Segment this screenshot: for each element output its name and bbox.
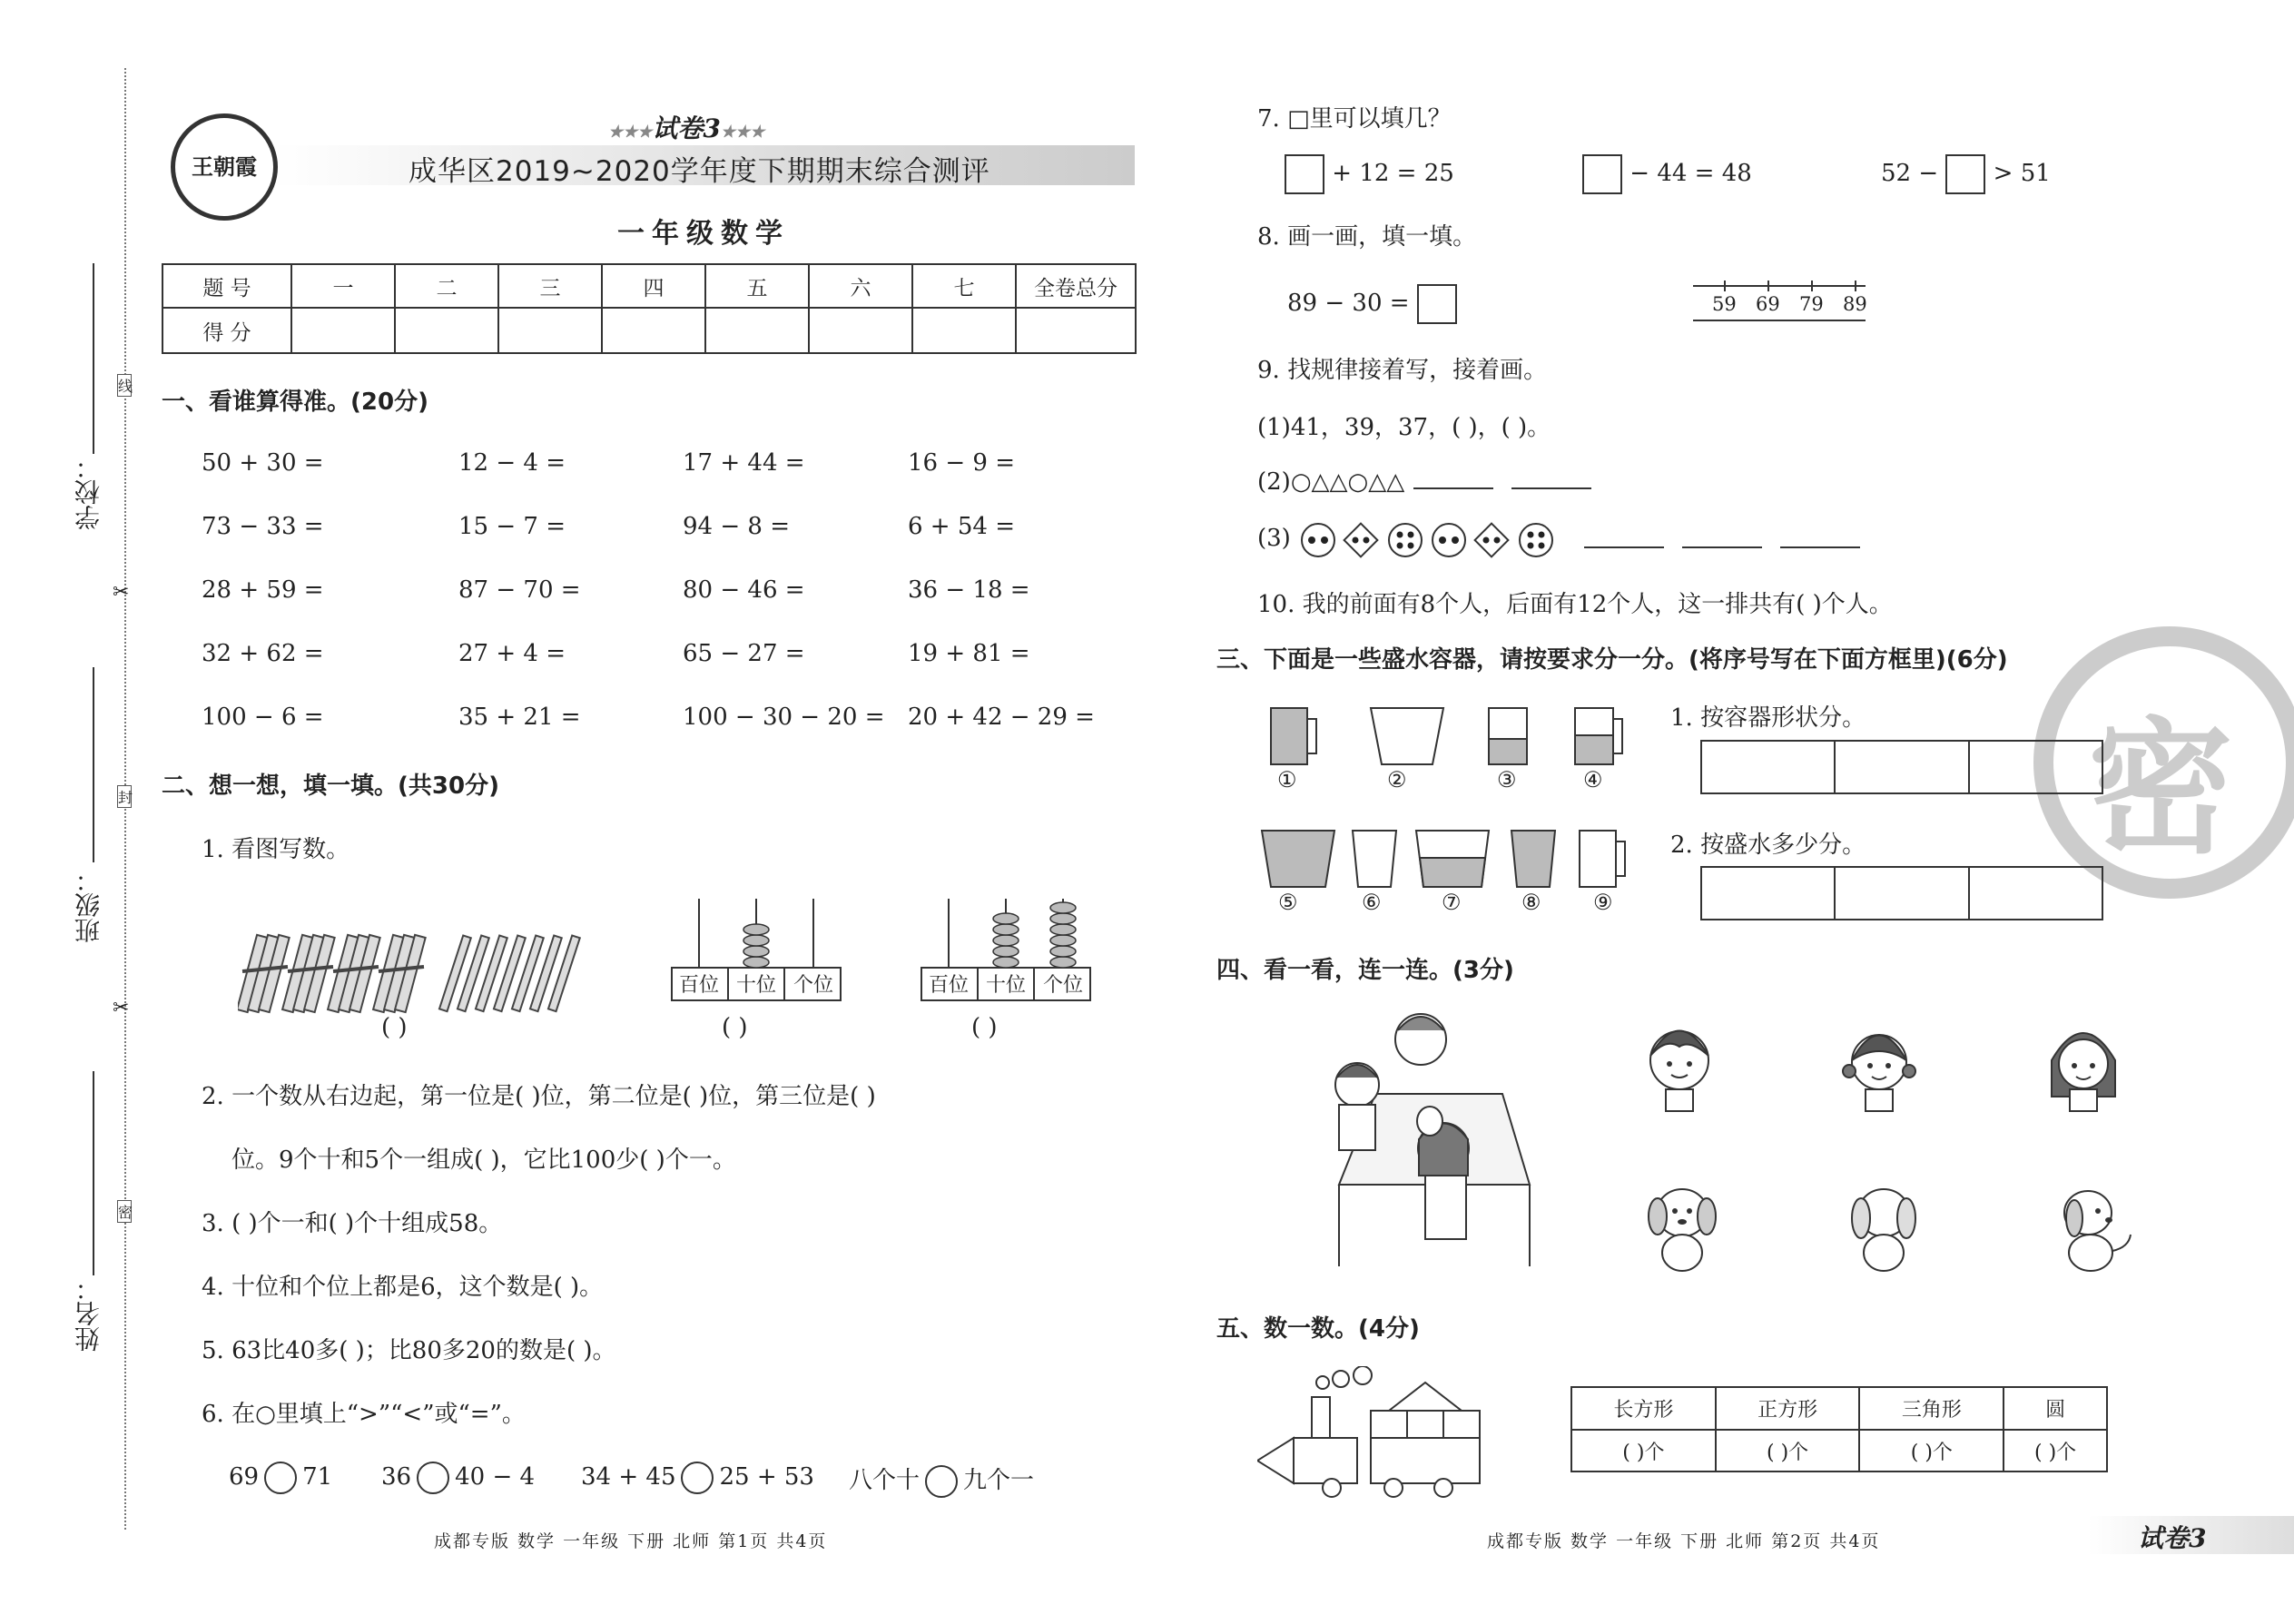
score-header-cell: 二 (395, 264, 498, 308)
q6-right: 71 (302, 1463, 333, 1491)
q9-2-pattern: (2)○△△○△△ (1257, 468, 1405, 496)
answer-box[interactable] (1945, 154, 1985, 194)
q1-text: 1. 看图写数。 (202, 836, 350, 863)
number-line-label: 69 (1756, 293, 1780, 315)
shape-count-cell[interactable]: ( )个 (2004, 1430, 2107, 1471)
q9-1: (1)41，39，37，( )，( )。 (1257, 414, 1551, 441)
container-label: ⑦ (1442, 890, 1462, 915)
scissors-icon: ✂ (113, 581, 130, 604)
container-label: ⑧ (1521, 890, 1541, 915)
q6-text: 6. 在○里填上“>”“<”或“=”。 (202, 1401, 526, 1428)
abacus-label-ones: 个位 (793, 974, 834, 997)
q6-left: 八个十 (849, 1467, 921, 1494)
arithmetic-problem[interactable]: 17 + 44 = (683, 449, 805, 477)
watermark-char: 密 (2088, 704, 2234, 873)
q1-answer-sticks[interactable]: ( ) (381, 1014, 408, 1041)
q7-item-1 (1285, 154, 1454, 194)
s3-q2-text: 2. 按盛水多少分。 (1670, 832, 1866, 859)
footer-left: 成都专版 数学 一年级 下册 北师 第1页 共4页 (434, 1531, 828, 1551)
water-answer-boxes (1700, 866, 2103, 920)
q10-text: 10. 我的前面有8个人，后面有12个人，这一排共有( )个人。 (1257, 591, 1893, 618)
train-shapes-illustration (1257, 1366, 1484, 1498)
girl-pigtails-face (1838, 1015, 1920, 1115)
score-cell[interactable] (1016, 308, 1136, 353)
dog-front (1641, 1178, 1723, 1274)
exam-title: 成华区2019~2020学年度下期期末综合测评 (409, 155, 990, 188)
stick-bundle (238, 935, 290, 1012)
arithmetic-problem[interactable]: 20 + 42 − 29 = (908, 704, 1095, 731)
compare-circle-input[interactable] (681, 1462, 714, 1494)
answer-box[interactable] (1701, 867, 1835, 920)
shape-count-cell[interactable]: ( )个 (1859, 1430, 2004, 1471)
q9-3-label: (3) (1257, 525, 1291, 552)
answer-box[interactable] (1969, 867, 2102, 920)
arithmetic-problem[interactable]: 16 − 9 = (908, 449, 1015, 477)
answer-box[interactable] (1582, 154, 1622, 194)
dog-side (2047, 1178, 2138, 1274)
scissors-icon: ✂ (113, 997, 130, 1019)
number-line-label: 59 (1712, 293, 1737, 315)
abacus-label-hundreds: 百位 (679, 974, 720, 997)
score-cell[interactable] (912, 308, 1016, 353)
arithmetic-problem[interactable]: 65 − 27 = (683, 640, 805, 667)
score-cell[interactable] (395, 308, 498, 353)
brand-logo (171, 113, 278, 221)
answer-blank[interactable] (1682, 525, 1762, 548)
brand-name: 王朝霞 (192, 154, 257, 180)
answer-blank[interactable] (1413, 466, 1493, 489)
container-label: ③ (1497, 767, 1517, 792)
score-header-cell: 一 (291, 264, 395, 308)
sticks-illustration (238, 917, 601, 1017)
container-label: ⑥ (1362, 890, 1382, 915)
arithmetic-problem[interactable]: 12 − 4 = (458, 449, 566, 477)
shape-col-square: 正方形 (1716, 1387, 1860, 1430)
q6-compare-3 (581, 1462, 814, 1494)
compare-circle-input[interactable] (264, 1462, 297, 1494)
q9-3 (1257, 525, 1291, 552)
q8-equation (1287, 284, 1457, 324)
container-label: ① (1277, 767, 1297, 792)
answer-box[interactable] (1835, 741, 1968, 793)
q7-text: 7. □里可以填几？ (1257, 105, 1452, 133)
q6-compare-4 (849, 1462, 1034, 1498)
score-cell[interactable] (705, 308, 809, 353)
q3-text: 3. ( )个一和( )个十组成58。 (202, 1210, 503, 1237)
arithmetic-problem[interactable]: 73 − 33 = (202, 513, 324, 540)
score-header-cell: 全卷总分 (1016, 264, 1136, 308)
subject-title: 一年级数学 (617, 218, 790, 250)
answer-box[interactable] (1701, 741, 1835, 793)
arithmetic-problem[interactable]: 6 + 54 = (908, 513, 1015, 540)
score-cell[interactable] (809, 308, 912, 353)
q6-left: 36 (381, 1463, 412, 1491)
footer-right: 成都专版 数学 一年级 下册 北师 第2页 共4页 (1487, 1531, 1881, 1551)
girl-long-hair-face (2043, 1015, 2124, 1115)
paper-tag-text: 试卷3 (652, 113, 721, 143)
q6-compare-1 (229, 1462, 332, 1494)
shape-col-triangle: 三角形 (1859, 1387, 2004, 1430)
q8-text: 8. 画一画，填一填。 (1257, 223, 1477, 251)
section2-heading: 二、想一想，填一填。(共30分) (162, 773, 499, 800)
arithmetic-problem[interactable]: 87 − 70 = (458, 576, 581, 604)
school-label: 学校： (74, 454, 103, 530)
q8-eq: 89 − 30 = (1287, 290, 1410, 317)
q6-compare-2 (381, 1462, 535, 1494)
q6-right: 25 + 53 (719, 1463, 814, 1491)
q7-expr: + 12 = 25 (1332, 160, 1454, 187)
name-label: 姓名： (74, 1275, 103, 1352)
q9-text: 9. 找规律接着写，接着画。 (1257, 357, 1548, 384)
seal-mi-mark: 密 (117, 1200, 132, 1223)
arithmetic-problem[interactable]: 19 + 81 = (908, 640, 1030, 667)
shape-col-rectangle: 长方形 (1571, 1387, 1716, 1430)
q2-line2: 位。9个十和5个一组成( )，它比100少( )个一。 (231, 1147, 736, 1174)
section4-heading: 四、看一看，连一连。(3分) (1216, 957, 1514, 984)
q7-expr: > 51 (1993, 160, 2051, 187)
arithmetic-problem[interactable]: 15 − 7 = (458, 513, 566, 540)
answer-box[interactable] (1417, 284, 1457, 324)
q9-2 (1257, 466, 1600, 496)
name-underline (93, 1071, 94, 1275)
score-header-cell: 五 (705, 264, 809, 308)
abacus-label-tens: 十位 (736, 974, 777, 997)
q7-expr: 52 − (1881, 160, 1939, 187)
score-cell[interactable] (498, 308, 602, 353)
abacus-label-tens: 十位 (986, 974, 1027, 997)
q6-right: 九个一 (963, 1467, 1035, 1494)
score-header-cell: 三 (498, 264, 602, 308)
section5-heading: 五、数一数。(4分) (1216, 1315, 1420, 1343)
section3-heading: 三、下面是一些盛水容器，请按要求分一分。(将序号写在下面方框里)(6分) (1216, 646, 2008, 674)
arithmetic-problem[interactable]: 50 + 30 = (202, 449, 324, 477)
answer-blank[interactable] (1780, 525, 1860, 548)
q7-item-2 (1582, 154, 1752, 194)
q6-left: 34 + 45 (581, 1463, 676, 1491)
arithmetic-problem[interactable]: 80 − 46 = (683, 576, 805, 604)
shape-count-cell[interactable]: ( )个 (1571, 1430, 1716, 1471)
school-underline (93, 263, 94, 454)
score-cell[interactable] (291, 308, 395, 353)
children-table-illustration (1321, 1003, 1539, 1266)
seal-feng-mark: 封 (117, 785, 132, 808)
answer-box[interactable] (1969, 741, 2102, 793)
q9-3-blanks (1575, 525, 1869, 555)
water-containers (1253, 699, 1652, 921)
q6-right: 40 − 4 (455, 1463, 536, 1491)
shape-count-cell[interactable]: ( )个 (1716, 1430, 1860, 1471)
q1-answer-abacus-2[interactable]: ( ) (971, 1014, 998, 1041)
q2-line1: 2. 一个数从右边起，第一位是( )位，第二位是( )位，第三位是( ) (202, 1083, 876, 1110)
class-label: 班级： (74, 867, 103, 943)
q7-item-3 (1881, 154, 2051, 194)
arithmetic-problem[interactable]: 36 − 18 = (908, 576, 1030, 604)
arithmetic-problem[interactable]: 32 + 62 = (202, 640, 324, 667)
shape-answer-boxes (1700, 740, 2103, 794)
arithmetic-problem[interactable]: 35 + 21 = (458, 704, 581, 731)
score-cell[interactable] (602, 308, 705, 353)
compare-circle-input[interactable] (417, 1462, 449, 1494)
abacus-label-hundreds: 百位 (929, 974, 970, 997)
s3-q1-text: 1. 按容器形状分。 (1670, 704, 1866, 732)
abacus-label-ones: 个位 (1043, 974, 1084, 997)
container-label: ④ (1583, 767, 1603, 792)
answer-blank[interactable] (1511, 466, 1591, 489)
boy-face (1639, 1015, 1720, 1115)
answer-box[interactable] (1285, 154, 1324, 194)
number-line-label: 79 (1799, 293, 1824, 315)
stick-bundle (373, 935, 426, 1012)
seal-line-mark: 线 (117, 374, 132, 397)
shape-col-circle: 圆 (2004, 1387, 2107, 1430)
score-row-label: 得 分 (162, 308, 291, 353)
stick-bundle (282, 935, 335, 1012)
container-label: ⑨ (1593, 890, 1613, 915)
dog-back (1843, 1178, 1925, 1274)
arithmetic-problem[interactable]: 27 + 4 = (458, 640, 566, 667)
stick-bundle (328, 935, 380, 1012)
q1-answer-abacus-1[interactable]: ( ) (722, 1014, 748, 1041)
answer-blank[interactable] (1584, 525, 1664, 548)
score-table (162, 263, 1137, 354)
score-header-cell: 题 号 (162, 264, 291, 308)
paper-tag: ★★★试卷3★★★ (608, 113, 765, 143)
q6-left: 69 (229, 1463, 260, 1491)
arithmetic-problem[interactable]: 100 − 6 = (202, 704, 324, 731)
q4-text: 4. 十位和个位上都是6，这个数是( )。 (202, 1274, 604, 1301)
shape-count-table (1570, 1386, 2108, 1472)
score-header-cell: 六 (809, 264, 912, 308)
arithmetic-problem[interactable]: 28 + 59 = (202, 576, 324, 604)
container-label: ② (1387, 767, 1407, 792)
arithmetic-problem[interactable]: 100 − 30 − 20 = (683, 704, 885, 731)
score-header-cell: 四 (602, 264, 705, 308)
class-underline (93, 667, 94, 862)
dice-pattern (1298, 517, 1580, 563)
arithmetic-problem[interactable]: 94 − 8 = (683, 513, 790, 540)
container-label: ⑤ (1278, 890, 1298, 915)
number-line-label: 89 (1843, 293, 1867, 315)
section1-heading: 一、看谁算得准。(20分) (162, 389, 428, 416)
compare-circle-input[interactable] (925, 1465, 958, 1498)
answer-box[interactable] (1835, 867, 1968, 920)
footer-tag: 试卷3 (2138, 1523, 2207, 1553)
score-header-cell: 七 (912, 264, 1016, 308)
q5-text: 5. 63比40多( )；比80多20的数是( )。 (202, 1337, 616, 1364)
q7-expr: − 44 = 48 (1629, 160, 1752, 187)
